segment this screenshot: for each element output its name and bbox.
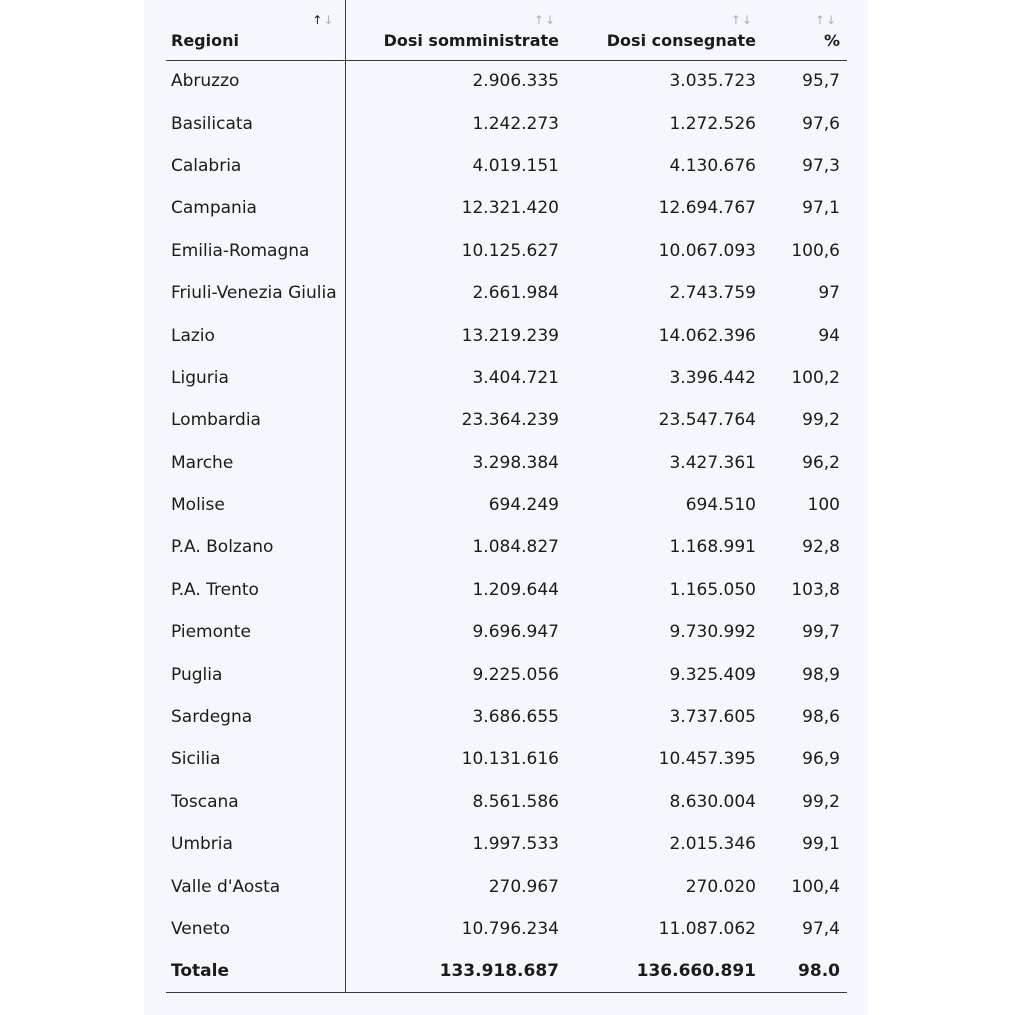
sort-arrows-icon[interactable]: ↑↓ (814, 13, 837, 27)
table-row (166, 145, 847, 187)
cell-percent: 103,8 (791, 579, 840, 600)
cell-region: P.A. Trento (166, 569, 345, 611)
table-row (166, 60, 847, 102)
table-row (166, 314, 847, 356)
cell-region: Abruzzo (166, 60, 345, 102)
vaccine-doses-table (166, 0, 847, 993)
cell-percent: 99,1 (802, 834, 840, 855)
cell-delivered: 1.272.526 (669, 113, 756, 134)
cell-region: Campania (166, 187, 345, 229)
cell-delivered: 3.396.442 (669, 367, 756, 388)
table-row (166, 569, 847, 611)
cell-administered: 270.967 (488, 876, 559, 897)
cell-delivered: 4.130.676 (669, 155, 756, 176)
cell-region: Lazio (166, 314, 345, 356)
cell-region: Molise (166, 484, 345, 526)
cell-percent: 94 (818, 325, 840, 346)
column-header-dosi-consegnate[interactable] (566, 0, 763, 60)
table-row (166, 738, 847, 780)
cell-administered: 9.225.056 (472, 664, 559, 685)
table-row (166, 696, 847, 738)
table-row (166, 484, 847, 526)
total-row (166, 950, 847, 992)
cell-administered: 1.242.273 (472, 113, 559, 134)
cell-administered: 10.131.616 (461, 749, 559, 770)
cell-administered: 1.209.644 (472, 579, 559, 600)
table-header-row (166, 0, 847, 60)
cell-percent: 97 (818, 283, 840, 304)
column-header-percent[interactable] (763, 0, 847, 60)
cell-administered: 10.125.627 (461, 240, 559, 261)
cell-administered: 23.364.239 (461, 410, 559, 431)
cell-region: Puglia (166, 653, 345, 695)
cell-region: Sardegna (166, 696, 345, 738)
cell-delivered: 694.510 (685, 495, 756, 516)
cell-delivered: 1.168.991 (669, 537, 756, 558)
table-body (166, 60, 847, 993)
cell-total-delivered: 136.660.891 (566, 950, 763, 992)
cell-region: Calabria (166, 145, 345, 187)
cell-delivered: 8.630.004 (669, 791, 756, 812)
header-label: Dosi somministrate (383, 30, 559, 50)
cell-percent: 96,9 (802, 749, 840, 770)
table-row (166, 357, 847, 399)
cell-region: Lombardia (166, 399, 345, 441)
table-row (166, 823, 847, 865)
cell-administered: 694.249 (488, 495, 559, 516)
cell-delivered: 10.457.395 (658, 749, 756, 770)
cell-percent: 96,2 (802, 452, 840, 473)
cell-percent: 99,2 (802, 791, 840, 812)
cell-percent: 100,4 (791, 876, 840, 897)
cell-administered: 1.997.533 (472, 834, 559, 855)
cell-percent: 99,2 (802, 410, 840, 431)
cell-administered: 12.321.420 (461, 198, 559, 219)
cell-delivered: 23.547.764 (658, 410, 756, 431)
table-row (166, 526, 847, 568)
cell-total-administered: 133.918.687 (345, 950, 566, 992)
table-row (166, 611, 847, 653)
cell-total-percent: 98.0 (763, 950, 847, 992)
table-row (166, 230, 847, 272)
cell-administered: 10.796.234 (461, 919, 559, 939)
table-row (166, 442, 847, 484)
cell-administered: 1.084.827 (472, 537, 559, 558)
cell-percent: 98,9 (802, 664, 840, 685)
cell-region: Friuli-Venezia Giulia (166, 272, 345, 314)
table-row (166, 187, 847, 229)
sort-up-icon: ↑ (312, 13, 324, 27)
sort-arrows-icon[interactable]: ↑↓ (533, 13, 556, 27)
header-label: Regioni (171, 30, 239, 50)
column-header-dosi-somministrate[interactable] (345, 0, 566, 60)
cell-administered: 9.696.947 (472, 622, 559, 643)
cell-region: Sicilia (166, 738, 345, 780)
cell-percent: 100 (807, 495, 840, 516)
cell-delivered: 3.035.723 (669, 71, 756, 92)
cell-delivered: 14.062.396 (658, 325, 756, 346)
cell-delivered: 12.694.767 (658, 198, 756, 219)
header-label: Dosi consegnate (606, 30, 756, 50)
cell-administered: 13.219.239 (461, 325, 559, 346)
table-panel (144, 0, 868, 1015)
cell-percent: 99,7 (802, 622, 840, 643)
cell-delivered: 9.730.992 (669, 622, 756, 643)
cell-region: Veneto (166, 908, 345, 950)
cell-region: Basilicata (166, 102, 345, 144)
cell-delivered: 2.743.759 (669, 283, 756, 304)
cell-percent: 97,3 (802, 155, 840, 176)
table-row (166, 908, 847, 950)
table-row (166, 653, 847, 695)
table-row (166, 272, 847, 314)
sort-arrows-icon[interactable] (312, 13, 334, 27)
table-row (166, 399, 847, 441)
cell-region: Marche (166, 442, 345, 484)
cell-percent: 97,4 (802, 919, 840, 939)
cell-region: Umbria (166, 823, 345, 865)
cell-region: Valle d'Aosta (166, 865, 345, 907)
cell-delivered: 3.737.605 (669, 707, 756, 728)
cell-region: Piemonte (166, 611, 345, 653)
cell-percent: 92,8 (802, 537, 840, 558)
cell-delivered: 9.325.409 (669, 664, 756, 685)
table-row (166, 781, 847, 823)
cell-percent: 100,6 (791, 240, 840, 261)
cell-administered: 8.561.586 (472, 791, 559, 812)
sort-down-icon: ↓ (323, 13, 335, 27)
table-row (166, 865, 847, 907)
cell-region: Toscana (166, 781, 345, 823)
header-label: % (823, 30, 840, 50)
cell-delivered: 270.020 (685, 876, 756, 897)
cell-percent: 98,6 (802, 707, 840, 728)
cell-percent: 97,6 (802, 113, 840, 134)
cell-percent: 95,7 (802, 71, 840, 92)
column-header-regioni[interactable] (166, 0, 345, 60)
table-row (166, 102, 847, 144)
cell-delivered: 3.427.361 (669, 452, 756, 473)
cell-administered: 3.298.384 (472, 452, 559, 473)
cell-administered: 2.661.984 (472, 283, 559, 304)
cell-region: Liguria (166, 357, 345, 399)
cell-delivered: 10.067.093 (658, 240, 756, 261)
cell-administered: 2.906.335 (472, 71, 559, 92)
cell-administered: 3.686.655 (472, 707, 559, 728)
cell-delivered: 11.087.062 (658, 919, 756, 939)
cell-delivered: 1.165.050 (669, 579, 756, 600)
cell-percent: 100,2 (791, 367, 840, 388)
cell-delivered: 2.015.346 (669, 834, 756, 855)
cell-total-label: Totale (166, 950, 345, 992)
cell-administered: 3.404.721 (472, 367, 559, 388)
sort-arrows-icon[interactable]: ↑↓ (730, 13, 753, 27)
cell-percent: 97,1 (802, 198, 840, 219)
cell-administered: 4.019.151 (472, 155, 559, 176)
cell-region: P.A. Bolzano (166, 526, 345, 568)
cell-region: Emilia-Romagna (166, 230, 345, 272)
